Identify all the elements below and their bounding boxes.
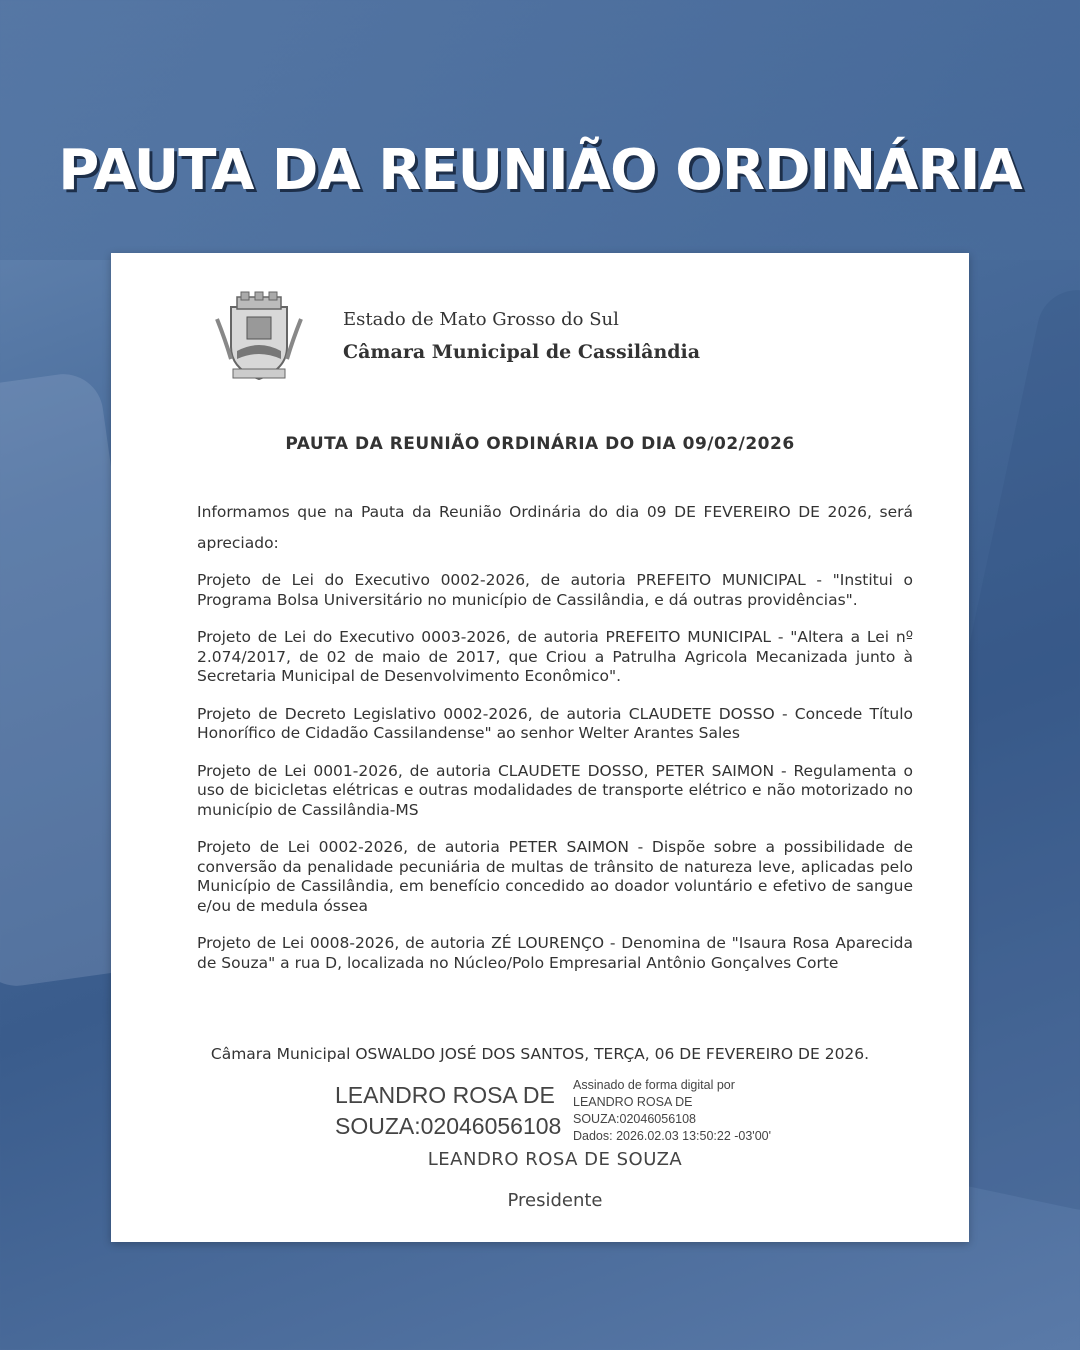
signer-role: Presidente (507, 1190, 603, 1211)
digital-signature-name (335, 1080, 575, 1142)
document-page (111, 253, 969, 1242)
agenda-item: Projeto de Lei do Executivo 0002-2026, de autoria PREFEITO MUNICIPAL - "Institui o Programa Bolsa Universitário no município de Cassilândia, e dá outras providências". (197, 571, 913, 609)
headline: PAUTA DA REUNIÃO ORDINÁRIA (58, 138, 1022, 203)
signer-name: LEANDRO ROSA DE SOUZA (427, 1149, 683, 1170)
signature-detail-line: LEANDRO ROSA DE (573, 1095, 693, 1109)
signature-name-line: LEANDRO ROSA DE (335, 1082, 555, 1108)
closing-line: Câmara Municipal OSWALDO JOSÉ DOS SANTOS, TERÇA, 06 DE FEVEREIRO DE 2026. (210, 1045, 870, 1063)
signature-detail-line: Dados: 2026.02.03 13:50:22 -03'00' (573, 1129, 771, 1143)
agenda-item: Projeto de Lei 0002-2026, de autoria PETER SAIMON - Dispõe sobre a possibilidade de conversão da penalidade pecuniária de multas de trânsito de natureza leve, aplicadas pelo Município de Cassilândia, em benefício concedido ao doador voluntário e efetivo de sangue e/ou de medula óssea (197, 838, 913, 915)
intro-paragraph: Informamos que na Pauta da Reunião Ordinária do dia 09 DE FEVEREIRO DE 2026, será apreciado: (197, 503, 913, 552)
agenda-items (197, 571, 913, 991)
municipal-coat-of-arms-icon (211, 289, 307, 385)
agenda-item: Projeto de Lei 0001-2026, de autoria CLAUDETE DOSSO, PETER SAIMON - Regulamenta o uso de bicicletas elétricas e outras modalidades de transporte elétrico e não motorizado no município de Cassilândia-MS (197, 761, 913, 819)
background-top-band (0, 0, 1080, 260)
agenda-item: Projeto de Decreto Legislativo 0002-2026, de autoria CLAUDETE DOSSO - Concede Título Honorífico de Cidadão Cassilandense" ao senhor Welter Arantes Sales (197, 704, 913, 742)
digital-signature-details (573, 1077, 823, 1145)
signature-name-line: SOUZA:02046056108 (335, 1113, 562, 1139)
signature-detail-line: Assinado de forma digital por (573, 1078, 735, 1092)
organization-name: Câmara Municipal de Cassilândia (343, 341, 701, 363)
agenda-item: Projeto de Lei 0008-2026, de autoria ZÉ LOURENÇO - Denomina de "Isaura Rosa Aparecida de Souza" a rua D, localizada no Núcleo/Polo Empresarial Antônio Gonçalves Corte (197, 934, 913, 972)
agenda-item: Projeto de Lei do Executivo 0003-2026, de autoria PREFEITO MUNICIPAL - "Altera a Lei nº 2.074/2017, de 02 de maio de 2017, que Criou a Patrulha Agricola Mecanizada junto à Secretaria Municipal de Desenvolvimento Econômico". (197, 628, 913, 685)
signature-detail-line: SOUZA:02046056108 (573, 1112, 697, 1126)
document-title: PAUTA DA REUNIÃO ORDINÁRIA DO DIA 09/02/2026 (285, 434, 795, 454)
state-name: Estado de Mato Grosso do Sul (343, 309, 619, 330)
